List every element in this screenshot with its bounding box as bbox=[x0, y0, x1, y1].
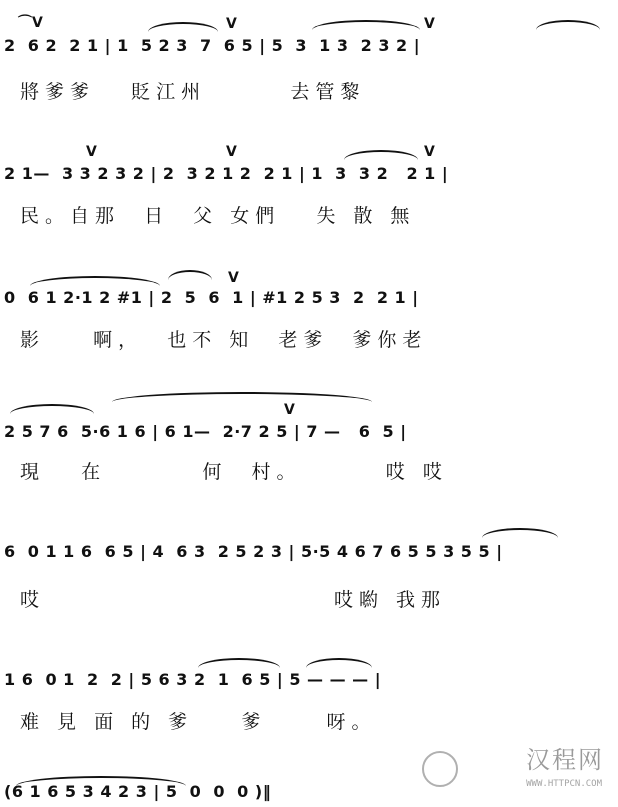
notation-row: 2 5 7 6 5·6 1 6 | 6 1— 2·7 2 5 | 7 — 6 5 | bbox=[4, 422, 407, 441]
slur bbox=[312, 20, 420, 30]
breath-mark: V bbox=[226, 144, 237, 160]
notation-row: 2 1— 3 3 2 3 2 | 2 3 2 1 2 2 1 | 1 3 3 2 2 1 | bbox=[4, 164, 449, 183]
breath-mark: V bbox=[226, 16, 237, 32]
slur bbox=[482, 528, 558, 538]
watermark-text: 汉程网 bbox=[526, 746, 604, 774]
breath-mark: V bbox=[284, 402, 295, 418]
watermark-url: WWW.HTTPCN.COM bbox=[526, 779, 602, 789]
breath-mark: V bbox=[86, 144, 97, 160]
lyrics-row: 民。自那 日 父 女們 失 散 無 bbox=[20, 205, 416, 227]
lyrics-row: 現 在 何 村。 哎 哎 bbox=[20, 461, 448, 483]
notation-row: 1 6 0 1 2 2 | 5 6 3 2 1 6 5 | 5 — — — | bbox=[4, 670, 382, 689]
slur bbox=[148, 22, 218, 32]
breath-mark: V bbox=[424, 144, 435, 160]
slur bbox=[344, 150, 418, 160]
notation-row: 6 0 1 1 6 6 5 | 4 6 3 2 5 2 3 | 5·5 4 6 7 6 5 5 3 5 5 | bbox=[4, 542, 503, 561]
breath-mark: V bbox=[424, 16, 435, 32]
slur bbox=[112, 392, 372, 402]
notation-row: 0 6 1 2·1 2 #1 | 2 5 6 1 | #1 2 5 3 2 2 1 | bbox=[4, 288, 419, 307]
slur bbox=[168, 270, 212, 280]
lyrics-row: 难 見 面 的 爹 爹 呀。 bbox=[20, 711, 377, 733]
breath-mark: ⌒V bbox=[18, 15, 43, 31]
lyrics-row: 哎 哎喲 我那 bbox=[20, 589, 446, 611]
breath-mark: V bbox=[228, 270, 239, 286]
notation-row: (6 1 6 5 3 4 2 3 | 5 0 0 0 )‖ bbox=[4, 782, 272, 801]
slur bbox=[10, 404, 94, 414]
lyrics-row: 影 啊， 也不 知 老爹 爹你老 bbox=[20, 329, 428, 351]
notation-row: 2 6 2 2 1 | 1 5 2 3 7 6 5 | 5 3 1 3 2 3 2 | bbox=[4, 36, 421, 55]
watermark-logo-icon bbox=[422, 751, 458, 787]
lyrics-row: 將爹爹 貶江州 去管黎 bbox=[20, 81, 366, 103]
slur bbox=[536, 20, 600, 30]
